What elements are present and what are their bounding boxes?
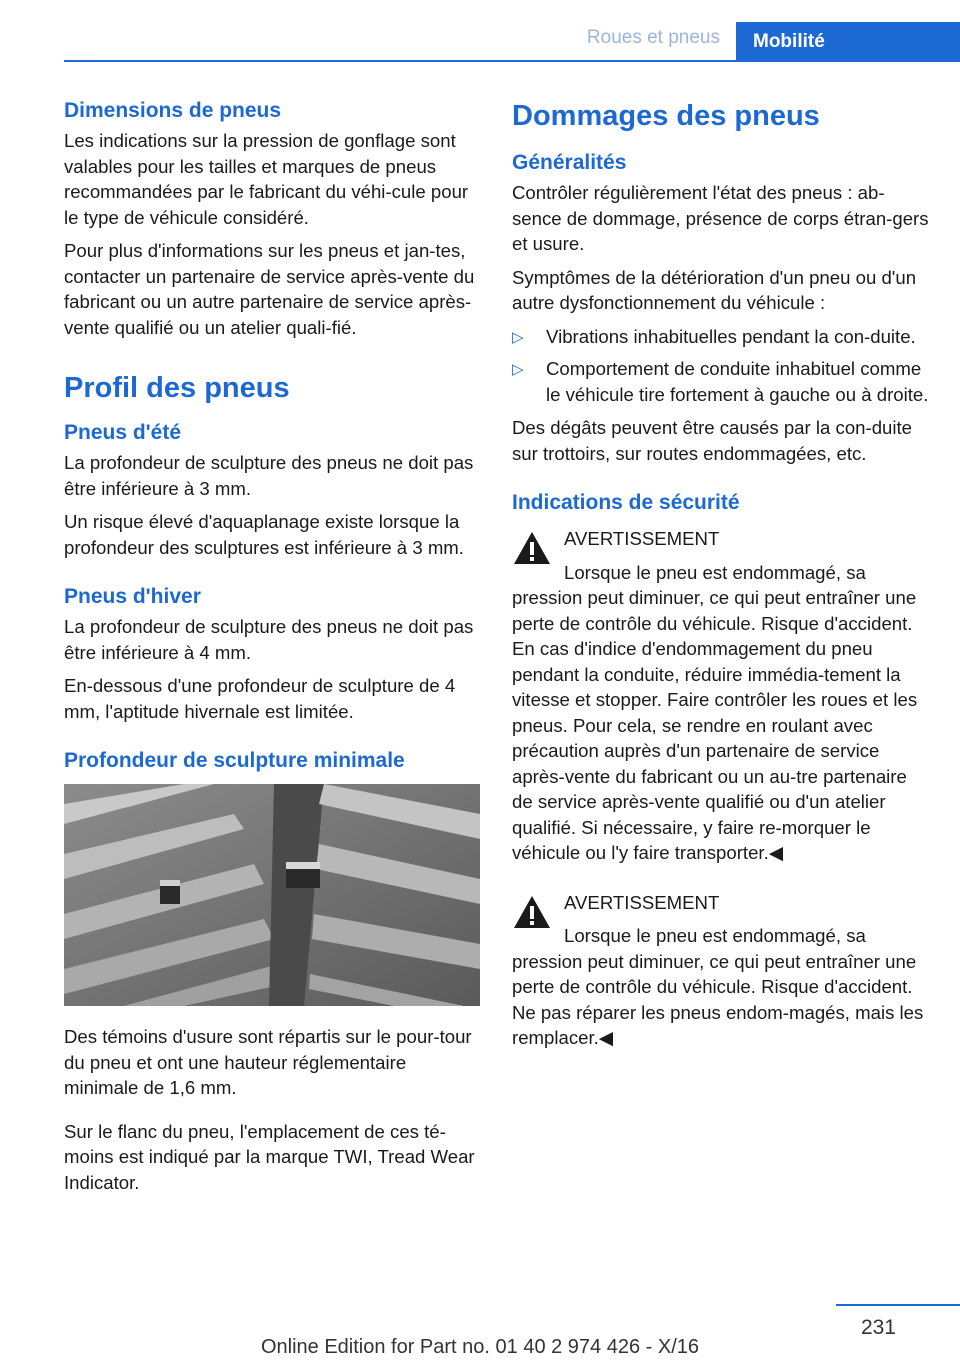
- paragraph: Contrôler régulièrement l'état des pneus : ab‐sence de dommage, présence de corps étran‐gers et usure.: [512, 182, 929, 254]
- paragraph: Sur le flanc du pneu, l'emplacement de ces té‐moins est indiqué par la marque TWI, Tread Wear Indicator.: [64, 1120, 475, 1193]
- warning-triangle-icon: [512, 530, 552, 566]
- triangle-bullet-icon: ▷: [512, 328, 524, 346]
- chapter-tab[interactable]: Mobilité: [736, 22, 960, 62]
- paragraph: Un risque élevé d'aquaplanage existe lorsque la profondeur des sculptures est inférieure à 3 mm.: [64, 511, 464, 558]
- footer-rule: [836, 1304, 960, 1306]
- list-item: ▷ Comportement de conduite inhabituel comme le véhicule tire fortement à gauche ou à droite.: [512, 358, 929, 405]
- heading-ete: Pneus d'été: [64, 421, 182, 444]
- paragraph: En-dessous d'une profondeur de sculpture de 4 mm, l'aptitude hivernale est limitée.: [64, 675, 456, 722]
- heading-generalites: Généralités: [512, 151, 627, 174]
- paragraph: Pour plus d'informations sur les pneus et jan‐tes, contacter un partenaire de service après-vente du fabricant ou un autre partenaire de service après-vente qualifié ou un atelier quali‐fié.: [64, 240, 475, 338]
- warning-title: AVERTISSEMENT: [564, 528, 720, 549]
- heading-hiver: Pneus d'hiver: [64, 585, 201, 608]
- paragraph: La profondeur de sculpture des pneus ne doit pas être inférieure à 4 mm.: [64, 616, 474, 663]
- warning-triangle-icon: [512, 894, 552, 930]
- paragraph: La profondeur de sculpture des pneus ne doit pas être inférieure à 3 mm.: [64, 452, 474, 499]
- heading-securite: Indications de sécurité: [512, 491, 740, 514]
- paragraph: Des dégâts peuvent être causés par la con‐duite sur trottoirs, sur routes endommagées, etc.: [512, 417, 913, 464]
- paragraph: Des témoins d'usure sont répartis sur le pour‐tour du pneu et ont une hauteur réglementaire minimale de 1,6 mm.: [64, 1026, 472, 1098]
- left-column: [64, 98, 480, 1203]
- list-item: ▷ Vibrations inhabituelles pendant la con‐duite.: [512, 324, 932, 350]
- warning-block: [512, 890, 932, 1051]
- heading-profil: Profil des pneus: [64, 372, 290, 404]
- warning-text: Lorsque le pneu est endommagé, sa pression peut diminuer, ce qui peut entraîner une perte de contrôle du véhicule. Risque d'accident. En cas d'indice d'endommagement du pneu pendant la conduite, réduire immédia‐tement la vitesse et stopper. Faire contrôler les roues et les pneus. Pour cela, se rendre en roulant avec précaution auprès d'un partenaire de service après-vente du fabricant ou un au‐tre partenaire de service après-vente qualifié ou d'un atelier qualifié. Si nécessaire, y faire re‐morquer le véhicule ou l'y faire transporter.◀: [512, 561, 918, 863]
- warning-text: Lorsque le pneu est endommagé, sa pression peut diminuer, ce qui peut entraîner une perte de contrôle du véhicule. Risque d'accident. Ne pas réparer les pneus endom‐magés, mais les remplacer.◀: [512, 925, 924, 1048]
- tire-tread-image: [64, 784, 480, 1006]
- heading-dimensions: Dimensions de pneus: [64, 99, 282, 122]
- paragraph: Les indications sur la pression de gonflage sont valables pour les tailles et marques de pneus recommandées par le fabricant du véhi‐cule pour le type de véhicule considéré.: [64, 130, 469, 228]
- triangle-bullet-icon: ▷: [512, 361, 524, 378]
- section-tab[interactable]: Roues et pneus: [586, 27, 720, 48]
- warning-title: AVERTISSEMENT: [564, 891, 720, 913]
- warning-block: [512, 526, 932, 866]
- symptom-list: [512, 324, 932, 408]
- paragraph: Symptômes de la détérioration d'un pneu ou d'un autre dysfonctionnement du véhicule :: [512, 266, 917, 313]
- heading-dommages: Dommages des pneus: [512, 100, 820, 132]
- page-number: 231: [860, 1316, 896, 1339]
- page-header: [0, 0, 960, 62]
- right-column: [512, 98, 932, 1059]
- header-rule: [64, 60, 960, 62]
- heading-profondeur-minimale: Profondeur de sculpture minimale: [64, 749, 405, 772]
- edition-line: Online Edition for Part no. 01 40 2 974 426 - X/16: [260, 1336, 700, 1358]
